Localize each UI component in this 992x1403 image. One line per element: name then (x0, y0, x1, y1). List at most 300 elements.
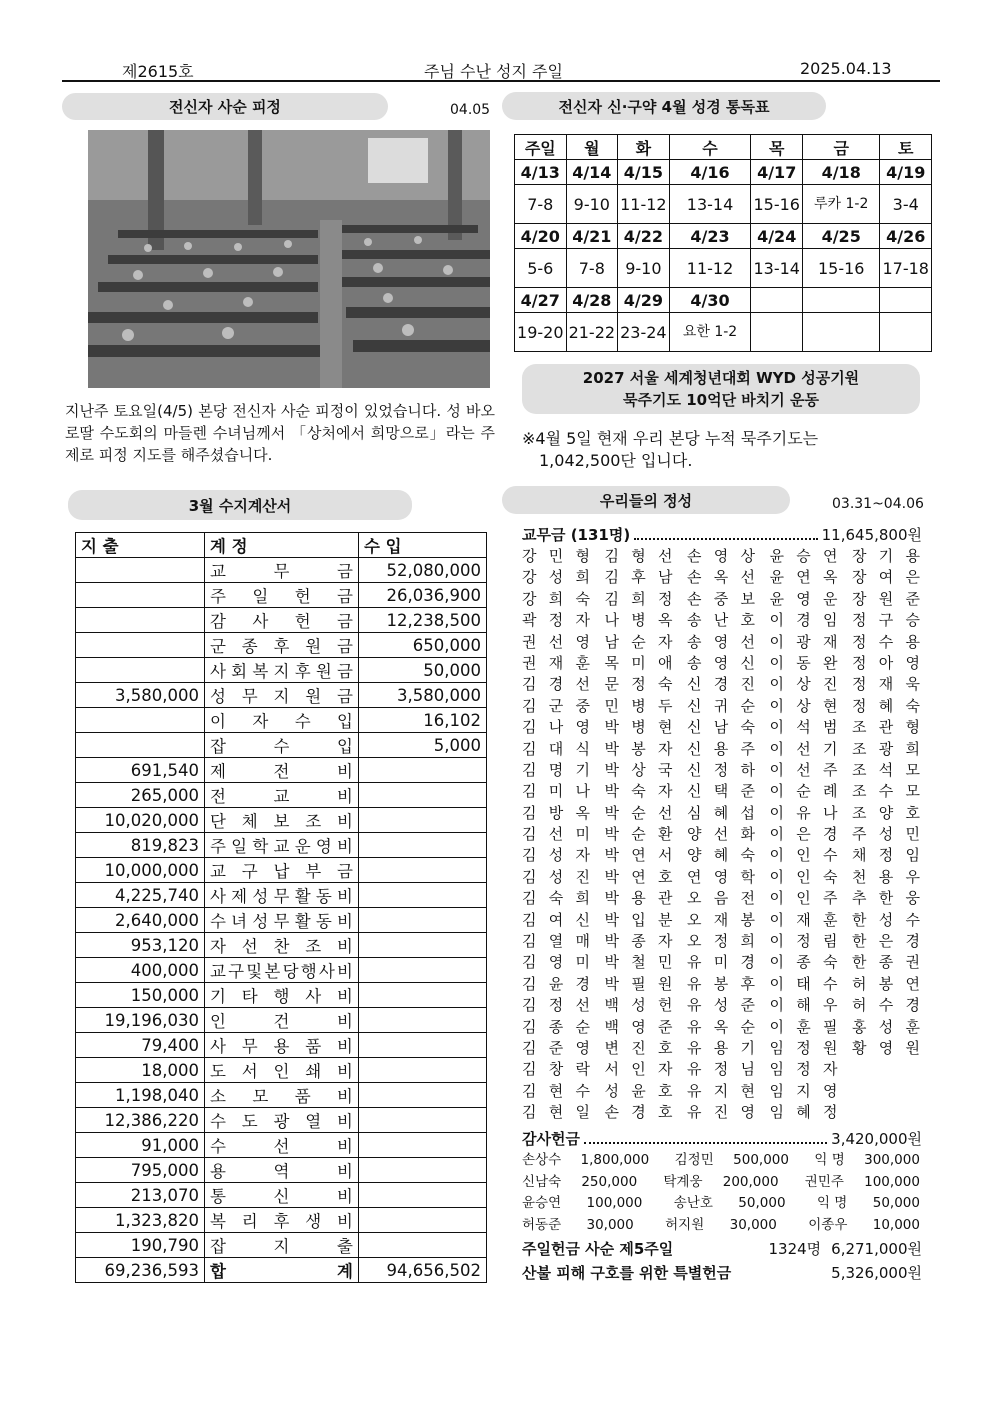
account-name-cell (205, 558, 359, 583)
expense-cell: 265,000 (76, 783, 205, 808)
donor-name: 손 중 보 (687, 589, 755, 608)
day-cell: 금 (802, 135, 879, 160)
donor-name: 정 수 용 (852, 632, 920, 651)
donor-name: 한 은 경 (852, 932, 920, 951)
expense-cell (76, 633, 205, 658)
date-cell: 4/25 (802, 224, 879, 249)
donor-row (522, 888, 920, 909)
accounts-header-row (76, 533, 487, 558)
gamsa-list (522, 1150, 920, 1236)
donor-name: 김 경 선 (522, 675, 590, 694)
special-amount: 5,326,000원 (831, 1264, 922, 1282)
reading-cell: 3-4 (880, 185, 932, 224)
account-name-cell (205, 658, 359, 683)
donor-row (522, 845, 920, 866)
donor-name: 박 입 분 (604, 910, 673, 929)
donor-name: 박 상 국 (604, 760, 673, 779)
expense-cell: 3,580,000 (76, 683, 205, 708)
gamsa-donor-name: 허동준 (522, 1216, 562, 1233)
account-name: 통 신 비 (210, 1187, 353, 1206)
sunday-line (522, 1238, 922, 1259)
date-cell: 4/13 (515, 160, 567, 185)
retreat-text: 지난주 토요일(4/5) 본당 전신자 사순 피정이 있었습니다. 성 바오로딸 수도회의 마들렌 수녀님께서 「상처에서 희망으로」라는 주제로 피정 지도를 해주셨습니다. (65, 402, 495, 464)
account-name: 용 역 비 (210, 1162, 353, 1181)
donor-name: 김 열 매 (522, 932, 590, 951)
special-label: 산불 피해 구호를 위한 특별헌금 (522, 1264, 732, 1282)
account-name: 사 제 성 무 활 동 비 (210, 887, 353, 906)
account-name: 도 서 인 쇄 비 (210, 1062, 353, 1081)
donor-name: 김 종 순 (522, 1017, 590, 1036)
donor-name: 신 남 숙 (687, 718, 755, 737)
week-reading-row (515, 313, 932, 352)
donor-name: 채 정 임 (852, 846, 920, 865)
donor-name: 이 동 완 (769, 653, 838, 672)
account-name-cell (205, 708, 359, 733)
reading-cell: 13-14 (751, 249, 803, 288)
date-cell: 4/30 (669, 288, 751, 313)
total-label: 합 계 (210, 1262, 353, 1281)
donor-name: 송 영 선 (687, 632, 755, 651)
account-name: 사 회 복 지 후 원 금 (210, 662, 353, 681)
donor-name: 정 혜 숙 (852, 696, 920, 715)
donor-name: 박 숙 자 (604, 782, 673, 801)
donor-name: 박 순 환 (604, 825, 673, 844)
reading-cell: 13-14 (669, 185, 751, 224)
date-cell (802, 288, 879, 313)
wyd-title-1: 2027 서울 세계청년대회 WYD 성공기원 (582, 369, 860, 387)
accounts-row (76, 608, 487, 633)
donor-name: 이 훈 필 (769, 1017, 838, 1036)
date-cell: 4/21 (566, 224, 618, 249)
date-cell: 4/28 (566, 288, 618, 313)
donor-row (522, 739, 920, 760)
expense-cell (76, 608, 205, 633)
expense-cell (76, 658, 205, 683)
donor-name: 박 순 선 (604, 803, 673, 822)
gamsa-donor-name: 신남숙 (522, 1173, 562, 1190)
expense-cell: 2,640,000 (76, 908, 205, 933)
donor-name: 주 성 민 (852, 825, 920, 844)
offerings-period: 03.31~04.06 (832, 496, 924, 512)
expense-cell: 1,198,040 (76, 1083, 205, 1108)
income-cell (359, 983, 487, 1008)
donor-name: 김 현 일 (522, 1103, 590, 1122)
gyomu-amount: 11,645,800원 (821, 526, 922, 544)
expense-cell: 795,000 (76, 1158, 205, 1183)
page-header (62, 54, 940, 82)
expense-cell: 400,000 (76, 958, 205, 983)
reading-cell: 요한 1-2 (669, 313, 751, 352)
bible-title: 전신자 신·구약 4월 성경 통독표 (502, 92, 826, 120)
special-line (522, 1262, 922, 1283)
bible-reading-table (514, 134, 932, 352)
account-name: 잡 수 입 (210, 737, 353, 756)
income-cell: 3,580,000 (359, 683, 487, 708)
accounts-table (75, 532, 487, 1283)
donor-name: 박 종 자 (604, 932, 673, 951)
accounts-row (76, 758, 487, 783)
donor-name: 박 봉 자 (604, 739, 673, 758)
donor-name: 나 병 옥 (604, 611, 673, 630)
donor-name: 이 해 우 (769, 996, 838, 1015)
date-cell: 4/24 (751, 224, 803, 249)
income-cell (359, 958, 487, 983)
donor-name: 이 석 범 (769, 718, 838, 737)
reading-cell: 15-16 (802, 249, 879, 288)
account-name-cell (205, 883, 359, 908)
donor-name: 유 성 준 (687, 996, 755, 1015)
account-name: 수 도 광 열 비 (210, 1112, 353, 1131)
donor-name: 박 용 관 (604, 889, 673, 908)
income-cell (359, 833, 487, 858)
donor-name: 양 혜 숙 (687, 846, 755, 865)
donor-name: 이 상 현 (769, 696, 838, 715)
retreat-photo (88, 130, 490, 388)
donor-name: 민 병 두 (604, 696, 673, 715)
account-name: 복 리 후 생 비 (210, 1212, 353, 1231)
date-cell: 4/16 (669, 160, 751, 185)
header-date: 2025.04.13 (800, 59, 892, 78)
donor-name: 신 정 하 (687, 760, 755, 779)
account-name-cell (205, 1233, 359, 1258)
donor-row (522, 610, 920, 631)
donor-name: 신 택 준 (687, 782, 755, 801)
donor-name: 허 봉 연 (852, 974, 920, 993)
wyd-note-line-1: ※4월 5일 현재 우리 본당 누적 묵주기도는 (522, 429, 819, 448)
donor-name: 조 석 모 (852, 760, 920, 779)
donor-name: 조 양 호 (852, 803, 920, 822)
expense-cell: 91,000 (76, 1133, 205, 1158)
bible-days-row (515, 135, 932, 160)
gamsa-donor-name: 권민주 (804, 1173, 844, 1190)
gamsa-amount: 50,000 (738, 1195, 786, 1211)
income-cell (359, 1158, 487, 1183)
accounts-row (76, 833, 487, 858)
donor-name: 이 상 진 (769, 675, 838, 694)
day-cell: 주일 (515, 135, 567, 160)
gyomu-line (522, 524, 922, 545)
donor-name: 강 성 희 (522, 568, 590, 587)
donor-row (522, 910, 920, 931)
donor-name: 연 영 학 (687, 867, 755, 886)
donor-name: 정 구 승 (852, 611, 920, 630)
expense-cell: 1,323,820 (76, 1208, 205, 1233)
donor-name: 이 경 임 (769, 611, 838, 630)
donor-name: 임 정 자 (769, 1060, 838, 1079)
expense-cell: 691,540 (76, 758, 205, 783)
gamsa-donor-name: 허지원 (665, 1216, 705, 1233)
gamsa-donor-name: 이종우 (808, 1216, 848, 1233)
donor-row (522, 546, 920, 567)
donor-name: 유 미 경 (687, 953, 755, 972)
expense-cell: 18,000 (76, 1058, 205, 1083)
account-name-cell (205, 633, 359, 658)
income-cell (359, 1083, 487, 1108)
account-name-cell (205, 1183, 359, 1208)
reading-cell: 17-18 (880, 249, 932, 288)
account-name-cell (205, 1083, 359, 1108)
donor-name: 송 영 신 (687, 653, 755, 672)
gamsa-row (522, 1193, 920, 1215)
date-cell: 4/18 (802, 160, 879, 185)
donor-row (522, 653, 920, 674)
expense-cell: 4,225,740 (76, 883, 205, 908)
gamsa-donor-name: 윤승연 (522, 1195, 562, 1211)
donor-name: 조 수 모 (852, 782, 920, 801)
income-cell (359, 1008, 487, 1033)
gamsa-amount: 300,000 (864, 1152, 920, 1168)
account-name: 교 구 및 본 당 행 사 비 (210, 962, 353, 981)
week-dates-row (515, 224, 932, 249)
gamsa-row (522, 1172, 920, 1194)
donor-name: 홍 성 훈 (852, 1017, 920, 1036)
donor-name: 천 용 우 (852, 867, 920, 886)
donor-name (852, 1059, 920, 1080)
account-name: 수 선 비 (210, 1137, 353, 1156)
expense-cell: 190,790 (76, 1233, 205, 1258)
donor-name: 이 유 나 (769, 803, 838, 822)
gamsa-donor-name: 송난호 (673, 1195, 713, 1211)
expense-cell: 213,070 (76, 1183, 205, 1208)
account-name-cell (205, 1208, 359, 1233)
week-reading-row (515, 249, 932, 288)
donor-name: 김 정 선 (522, 996, 590, 1015)
account-name: 사 무 용 품 비 (210, 1037, 353, 1056)
donor-name: 박 연 호 (604, 867, 673, 886)
sunday-count: 1324명 (768, 1240, 822, 1258)
income-cell: 26,036,900 (359, 583, 487, 608)
accounts-row (76, 1208, 487, 1233)
wyd-banner (522, 364, 920, 414)
date-cell: 4/20 (515, 224, 567, 249)
reading-cell: 5-6 (515, 249, 567, 288)
accounts-row (76, 783, 487, 808)
accounts-row (76, 808, 487, 833)
donor-name: 장 원 준 (852, 589, 920, 608)
header-in: 수 입 (359, 533, 487, 558)
account-name-cell (205, 958, 359, 983)
donor-name: 심 혜 섭 (687, 803, 755, 822)
expense-cell: 819,823 (76, 833, 205, 858)
income-cell (359, 1183, 487, 1208)
retreat-date: 04.05 (450, 102, 491, 118)
donor-name: 김 성 진 (522, 867, 590, 886)
gamsa-amount: 50,000 (872, 1195, 920, 1211)
gyomu-label: 교무금 (131명) (522, 526, 631, 544)
day-cell: 화 (618, 135, 670, 160)
donor-name: 손 옥 선 (687, 568, 755, 587)
donor-name: 목 미 애 (604, 653, 673, 672)
donor-name: 오 재 봉 (687, 910, 755, 929)
account-name: 자 선 찬 조 비 (210, 937, 353, 956)
date-cell: 4/19 (880, 160, 932, 185)
donor-name: 권 재 훈 (522, 653, 590, 672)
reading-cell: 루카 1-2 (802, 185, 879, 224)
donor-row (522, 995, 920, 1016)
accounts-row (76, 1233, 487, 1258)
accounts-row (76, 1083, 487, 1108)
donor-name: 박 연 서 (604, 846, 673, 865)
reading-cell: 15-16 (751, 185, 803, 224)
account-name: 감 사 헌 금 (210, 612, 353, 631)
expense-cell (76, 583, 205, 608)
date-cell (880, 288, 932, 313)
income-cell (359, 1033, 487, 1058)
account-name-cell (205, 783, 359, 808)
church-interior-image (88, 130, 490, 388)
income-cell: 5,000 (359, 733, 487, 758)
gamsa-amount: 100,000 (864, 1173, 920, 1190)
donor-row (522, 781, 920, 802)
donor-name: 김 창 락 (522, 1060, 590, 1079)
expense-cell (76, 558, 205, 583)
accounts-row (76, 558, 487, 583)
donor-name: 곽 정 자 (522, 611, 590, 630)
header-out: 지 출 (76, 533, 205, 558)
donor-row (522, 952, 920, 973)
donor-name: 황 영 원 (852, 1038, 920, 1057)
donor-name: 김 방 옥 (522, 803, 590, 822)
donor-name: 김 나 영 (522, 718, 590, 737)
donor-name: 장 기 용 (852, 547, 920, 565)
day-cell: 수 (669, 135, 751, 160)
income-cell: 50,000 (359, 658, 487, 683)
donor-name: 박 철 민 (604, 953, 673, 972)
reading-cell: 7-8 (515, 185, 567, 224)
donor-name: 김 현 수 (522, 1081, 590, 1100)
accounts-row (76, 1133, 487, 1158)
donor-name: 장 여 은 (852, 568, 920, 587)
donor-name: 박 병 현 (604, 718, 673, 737)
expense-cell: 10,020,000 (76, 808, 205, 833)
donor-row (522, 696, 920, 717)
donor-name: 오 정 희 (687, 932, 755, 951)
account-name-cell (205, 908, 359, 933)
leader-dots (584, 1134, 827, 1144)
donor-name: 김 성 자 (522, 846, 590, 865)
donor-name: 정 재 욱 (852, 675, 920, 694)
donor-name: 유 옥 순 (687, 1017, 755, 1036)
gamsa-amount: 30,000 (729, 1216, 777, 1233)
account-name: 기 타 행 사 비 (210, 987, 353, 1006)
donor-name: 이 광 재 (769, 632, 838, 651)
donor-name: 김 숙 희 (522, 889, 590, 908)
account-name-cell (205, 858, 359, 883)
donor-row (522, 1102, 920, 1123)
wyd-note (522, 428, 922, 472)
donor-name: 유 진 영 (687, 1103, 755, 1122)
accounts-row (76, 908, 487, 933)
reading-cell (880, 313, 932, 352)
date-cell: 4/15 (618, 160, 670, 185)
income-cell (359, 1208, 487, 1233)
donor-row (522, 1038, 920, 1059)
donor-name: 윤 영 운 (769, 589, 838, 608)
donor-row (522, 1081, 920, 1102)
sunday-amount: 6,271,000원 (831, 1240, 922, 1258)
expense-cell: 12,386,220 (76, 1108, 205, 1133)
accounts-row (76, 858, 487, 883)
donor-name: 윤 연 옥 (769, 568, 838, 587)
donor-name: 김 대 식 (522, 739, 590, 758)
date-cell: 4/22 (618, 224, 670, 249)
donor-name: 김 군 중 (522, 696, 590, 715)
donor-row (522, 717, 920, 738)
gamsa-row (522, 1150, 920, 1172)
account-name: 제 전 비 (210, 762, 353, 781)
account-name-cell (205, 1158, 359, 1183)
accounts-total-row (76, 1258, 487, 1283)
accounts-row (76, 883, 487, 908)
retreat-title: 전신자 사순 피정 (62, 93, 388, 120)
donor-name: 임 지 영 (769, 1081, 838, 1100)
accounts-row (76, 733, 487, 758)
donor-name: 손 영 상 (687, 547, 755, 565)
gamsa-label: 감사헌금 (522, 1130, 580, 1148)
day-cell: 월 (566, 135, 618, 160)
donor-name: 권 선 영 (522, 632, 590, 651)
donor-name: 백 영 준 (604, 1017, 673, 1036)
week-dates-row (515, 160, 932, 185)
offerings-title: 우리들의 정성 (502, 486, 790, 514)
account-name: 성 무 지 원 금 (210, 687, 353, 706)
gamsa-amount: 500,000 (733, 1152, 789, 1168)
header-item: 계 정 (205, 533, 359, 558)
donor-name: 송 난 호 (687, 611, 755, 630)
day-cell: 목 (751, 135, 803, 160)
expense-cell: 150,000 (76, 983, 205, 1008)
day-cell: 토 (880, 135, 932, 160)
account-name: 잡 지 출 (210, 1237, 353, 1256)
donor-row (522, 632, 920, 653)
accounts-row (76, 633, 487, 658)
donor-name: 조 관 형 (852, 718, 920, 737)
account-name: 소 모 품 비 (210, 1087, 353, 1106)
date-cell: 4/14 (566, 160, 618, 185)
donor-name: 이 선 기 (769, 739, 838, 758)
donor-name: 양 선 화 (687, 825, 755, 844)
donor-name: 백 성 헌 (604, 996, 673, 1015)
donor-name: 손 경 호 (604, 1103, 673, 1122)
leader-dots (634, 530, 817, 540)
income-cell (359, 808, 487, 833)
donor-name: 김 윤 경 (522, 974, 590, 993)
accounts-row (76, 583, 487, 608)
account-name-cell (205, 808, 359, 833)
account-name-cell (205, 933, 359, 958)
account-name-cell (205, 583, 359, 608)
accounts-row (76, 683, 487, 708)
reading-cell: 9-10 (618, 249, 670, 288)
donor-row (522, 760, 920, 781)
expense-cell: 10,000,000 (76, 858, 205, 883)
gamsa-line (522, 1128, 922, 1149)
donor-name: 신 경 진 (687, 675, 755, 694)
donor-name: 이 인 수 (769, 846, 838, 865)
accounts-row (76, 983, 487, 1008)
income-cell (359, 933, 487, 958)
income-cell (359, 758, 487, 783)
expense-cell (76, 708, 205, 733)
expense-cell (76, 733, 205, 758)
donor-name: 문 정 숙 (604, 675, 673, 694)
reading-cell: 11-12 (669, 249, 751, 288)
donor-name: 김 형 선 (604, 547, 673, 565)
gamsa-amount: 1,800,000 (580, 1152, 650, 1168)
donor-name: 임 정 원 (769, 1038, 838, 1057)
donor-name: 이 인 주 (769, 889, 838, 908)
income-cell (359, 908, 487, 933)
